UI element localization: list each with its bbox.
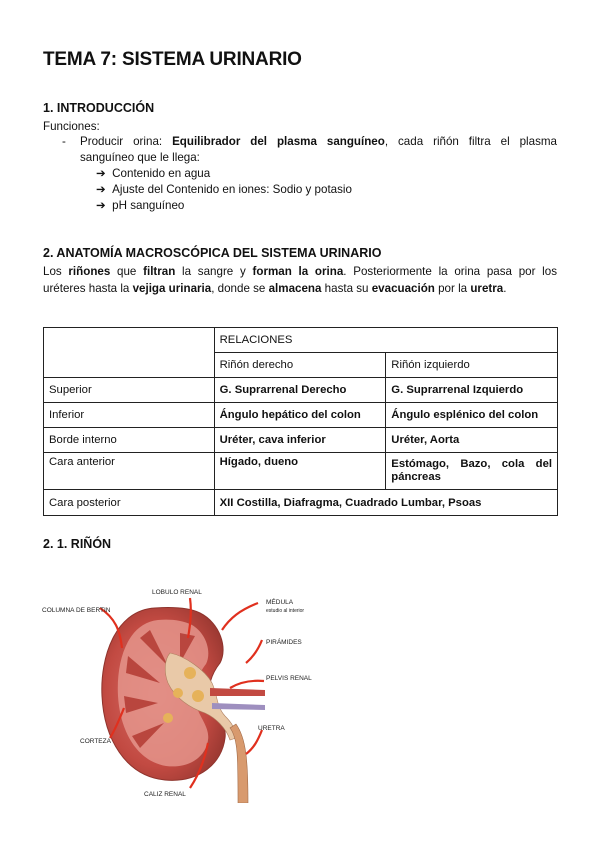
text: .: [503, 282, 507, 295]
subitem: [96, 166, 210, 180]
cell-derecho: G. Suprarrenal Derecho: [214, 378, 386, 403]
label-piramides: PIRÁMIDES: [266, 639, 302, 646]
cell-izquierdo: Ángulo esplénico del colon: [386, 403, 558, 428]
bold-text: vejiga urinaria: [132, 282, 212, 295]
table-row: [44, 453, 558, 490]
arrow-icon: ➔: [96, 167, 106, 180]
funciones-label: Funciones:: [43, 120, 100, 133]
arrow-icon: [222, 603, 258, 630]
text: hasta su: [321, 282, 372, 295]
subitem: [96, 198, 184, 212]
anatomia-paragraph-line1: [43, 264, 557, 279]
arrow-icon: [230, 681, 264, 688]
vessel-shape: [212, 703, 265, 710]
text: que: [110, 265, 144, 278]
relaciones-table: [43, 327, 558, 516]
text: uréteres hasta la: [43, 282, 133, 295]
cell-izquierdo: G. Suprarrenal Izquierdo: [386, 378, 558, 403]
cell-izquierdo: Uréter, Aorta: [386, 428, 558, 453]
item-text-rest: , cada riñón filtra el plasma: [384, 135, 557, 148]
cell-izquierdo: Estómago, Bazo, cola del páncreas: [386, 453, 558, 490]
arrow-icon: ➔: [96, 183, 106, 196]
label-medula: MÉDULA: [266, 599, 294, 606]
kidney-diagram: [40, 578, 340, 803]
cell-derecho: Ángulo hepático del colon: [214, 403, 386, 428]
table-row: [44, 378, 558, 403]
label-caliz: CALIZ RENAL: [144, 791, 186, 798]
table-row: [44, 403, 558, 428]
cell-derecho: Hígado, dueno: [214, 453, 386, 490]
label-medula-sub: estudio al interior: [266, 608, 305, 614]
sinus-fat-shape: [192, 690, 204, 702]
dash-bullet: -: [62, 135, 66, 148]
page-title: TEMA 7: SISTEMA URINARIO: [43, 49, 302, 70]
row-label: Cara posterior: [44, 490, 215, 516]
col-header-derecho: Riñón derecho: [214, 353, 386, 378]
bold-text: uretra: [470, 282, 504, 295]
text: por la: [434, 282, 471, 295]
label-lobulo: LOBULO RENAL: [152, 589, 202, 596]
table-corner-cell: [44, 328, 215, 378]
subitem-text: Ajuste del Contenido en iones: Sodio y potasio: [112, 183, 352, 196]
sinus-fat-shape: [163, 713, 173, 723]
bold-text: almacena: [268, 282, 322, 295]
row-label: Superior: [44, 378, 215, 403]
text: la sangre y: [175, 265, 253, 278]
item-bold-text: Equilibrador del plasma sanguíneo: [172, 135, 385, 148]
bold-text: forman la orina: [252, 265, 344, 278]
subitem-text: pH sanguíneo: [112, 199, 185, 212]
subitem: [96, 182, 352, 196]
bold-text: evacuación: [371, 282, 435, 295]
text: , donde se: [211, 282, 269, 295]
cell-posterior: XII Costilla, Diafragma, Cuadrado Lumbar, Psoas: [214, 490, 557, 516]
row-label: Inferior: [44, 403, 215, 428]
item-text: Producir orina:: [80, 135, 173, 148]
vessel-shape: [210, 688, 265, 696]
sinus-fat-shape: [173, 688, 183, 698]
table-row: [44, 490, 558, 516]
bold-text: riñones: [68, 265, 111, 278]
funcion-item-line2: sanguíneo que le llega:: [80, 151, 200, 164]
bold-text: filtran: [143, 265, 176, 278]
arrow-icon: ➔: [96, 199, 106, 212]
arrow-icon: [246, 730, 262, 754]
row-label: Borde interno: [44, 428, 215, 453]
row-label: Cara anterior: [44, 453, 215, 490]
label-uretra: URETRA: [258, 725, 285, 732]
text: Los: [43, 265, 69, 278]
section-heading-anatomia: 2. ANATOMÍA MACROSCÓPICA DEL SISTEMA URINARIO: [43, 246, 382, 260]
label-corteza: CORTEZA: [80, 738, 111, 745]
text: . Posteriormente la orina pasa por los: [343, 265, 558, 278]
col-header-izquierdo: Riñón izquierdo: [386, 353, 558, 378]
sinus-fat-shape: [184, 667, 196, 679]
subitem-text: Contenido en agua: [112, 167, 211, 180]
section-heading-rinon: 2. 1. RIÑÓN: [43, 537, 112, 551]
funcion-item-line1: [80, 134, 557, 149]
label-columna: COLUMNA DE BERTIN: [42, 607, 111, 614]
cell-derecho: Uréter, cava inferior: [214, 428, 386, 453]
label-pelvis: PELVIS RENAL: [266, 675, 312, 682]
table-row: [44, 428, 558, 453]
section-heading-introduccion: 1. INTRODUCCIÓN: [43, 101, 155, 115]
relaciones-header: RELACIONES: [214, 328, 557, 353]
anatomia-paragraph-line2: [43, 281, 557, 296]
arrow-icon: [246, 640, 262, 663]
table-header-row: [44, 328, 558, 353]
